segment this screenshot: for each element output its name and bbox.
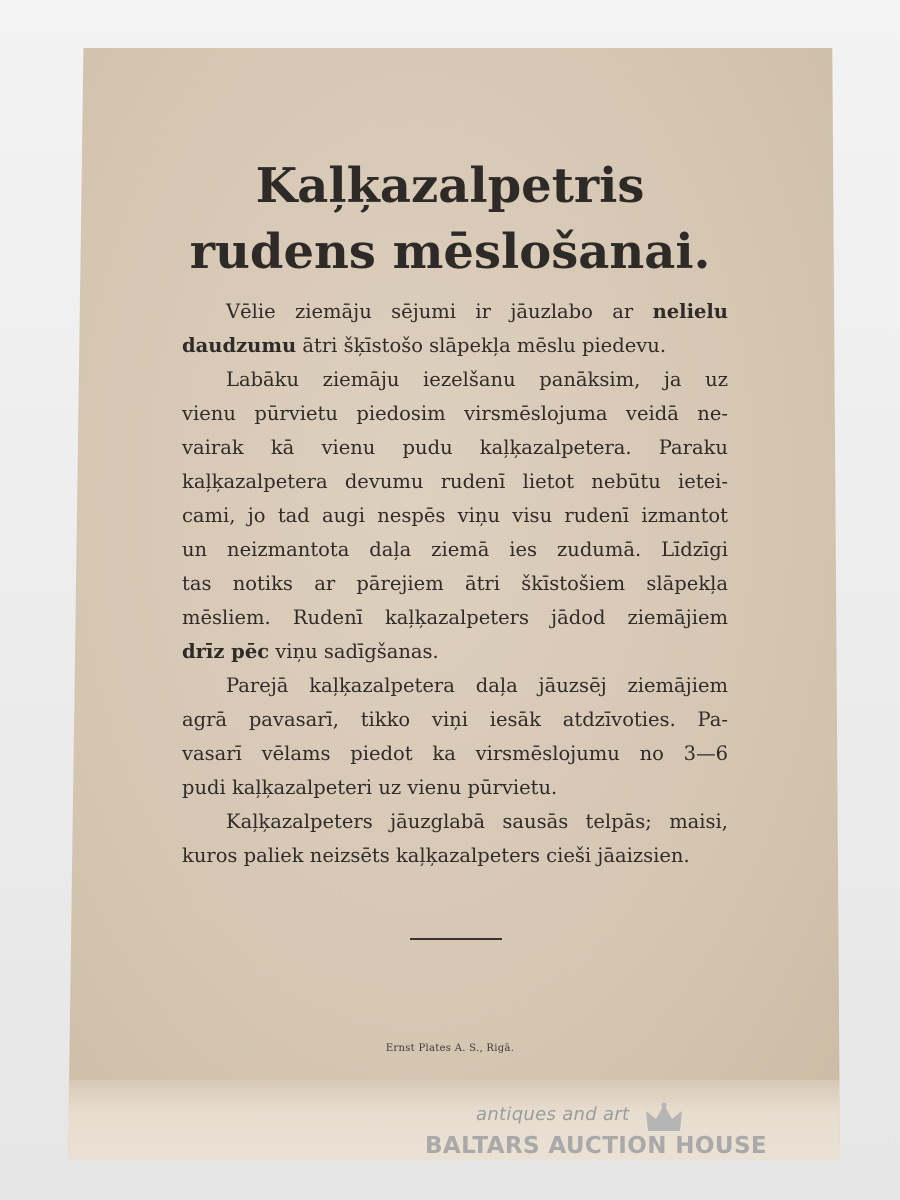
text-span: vienu pūrvietu piedosim virsmēslojuma veidā ne- (182, 402, 728, 425)
text-span: Labāku ziemāju iezelšanu panāksim, ja uz (226, 368, 728, 391)
text-line (182, 465, 728, 499)
text-span: pudi kaļķazalpeteri uz vienu pūrvietu. (182, 776, 558, 799)
text-line (182, 669, 728, 703)
text-line (182, 295, 728, 329)
watermark-tagline: antiques and art (476, 1104, 630, 1125)
text-line (182, 329, 728, 363)
printer-imprint: Ernst Plates A. S., Rigā. (385, 1043, 515, 1054)
text-line (182, 397, 728, 431)
text-span: tas notiks ar pārejiem ātri škīstošiem slāpekļa (182, 572, 728, 595)
crown-icon (644, 1101, 684, 1135)
text-line (182, 499, 728, 533)
text-line (182, 839, 728, 873)
text-span: kuros paliek neizsēts kaļķazalpeters cieši jāaizsien. (182, 844, 690, 867)
text-span: Kaļķazalpeters jāuzglabā sausās telpās; maisi, (226, 810, 728, 833)
text-line (182, 431, 728, 465)
text-span: ātri šķīstošo slāpekļa mēslu piedevu. (296, 334, 667, 357)
text-line (182, 567, 728, 601)
text-span: vasarī vēlams piedot ka virsmēslojumu no 3—6 (182, 742, 728, 765)
text-span: Parejā kaļķazalpetera daļa jāuzsēj ziemājiem (226, 674, 728, 697)
text-span: kaļķazalpetera devumu rudenī lietot nebūtu ietei- (182, 470, 728, 493)
divider-rule (410, 938, 502, 940)
text-span: viņu sadīgšanas. (269, 640, 439, 663)
text-line (182, 805, 728, 839)
poster-title-line-1: Kaļķazalpetris (255, 158, 645, 214)
text-line (182, 533, 728, 567)
text-line (182, 703, 728, 737)
text-span: agrā pavasarī, tikko viņi iesāk atdzīvoties. Pa- (182, 708, 728, 731)
text-span: un neizmantota daļa ziemā ies zudumā. Līdzīgi (182, 538, 728, 561)
bold-phrase: nelielu (652, 300, 728, 323)
text-line (182, 737, 728, 771)
text-line (182, 635, 728, 669)
watermark-name: BALTARS AUCTION HOUSE (425, 1133, 768, 1159)
poster-body-text (182, 295, 728, 873)
poster-title-line-2: rudens mēslošanai. (189, 224, 711, 280)
bold-phrase: drīz pēc (182, 640, 270, 663)
text-line (182, 601, 728, 635)
bold-phrase: daudzumu (182, 334, 297, 357)
text-span: mēsliem. Rudenī kaļķazalpeters jādod ziemājiem (182, 606, 728, 629)
text-span: Vēlie ziemāju sējumi ir jāuzlabo ar (226, 300, 653, 323)
text-line (182, 771, 728, 805)
text-span: cami, jo tad augi nespēs viņu visu rudenī izmantot (182, 504, 728, 527)
text-line (182, 363, 728, 397)
text-span: vairak kā vienu pudu kaļķazalpetera. Paraku (182, 436, 728, 459)
